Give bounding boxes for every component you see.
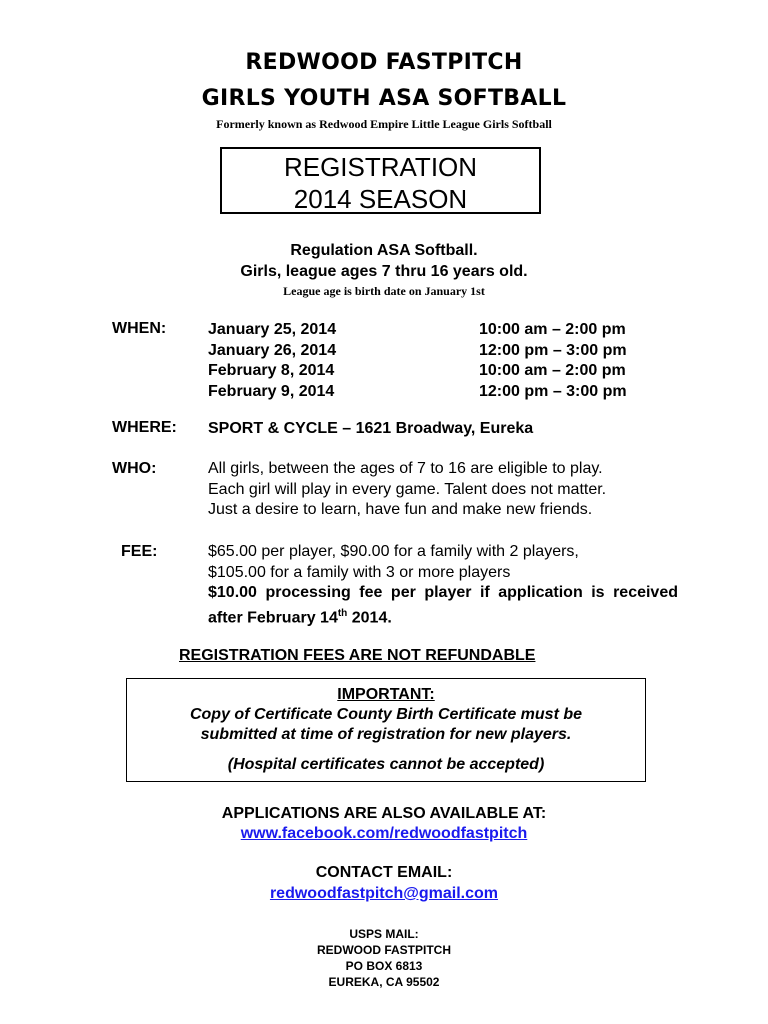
intro-league-age-note: League age is birth date on January 1st [283, 284, 485, 298]
who-text [208, 459, 678, 521]
mail-heading: USPS MAIL: [349, 927, 419, 941]
when-date: February 8, 2014 [208, 362, 335, 379]
important-heading: IMPORTANT: [337, 686, 435, 703]
intro-ages: Girls, league ages 7 thru 16 years old. [240, 263, 528, 280]
applications-heading: APPLICATIONS ARE ALSO AVAILABLE AT: [221, 805, 547, 822]
fee-late-text: $10.00 processing fee per player if application is received after February 14 [208, 584, 678, 626]
facebook-link[interactable]: www.facebook.com/redwoodfastpitch [240, 825, 528, 842]
fee-line-1: $65.00 per player, $90.00 for a family with 2 players, [208, 543, 579, 560]
when-label: WHEN: [112, 320, 167, 337]
registration-box [220, 147, 541, 214]
contact-heading: CONTACT EMAIL: [315, 864, 453, 881]
mail-org: REDWOOD FASTPITCH [317, 943, 451, 957]
important-box [126, 678, 646, 782]
registration-season: 2014 SEASON [293, 184, 468, 214]
who-line: All girls, between the ages of 7 to 16 are eligible to play. [208, 460, 603, 477]
fee-late-processing [208, 583, 678, 628]
fee-late-superscript: th [337, 607, 348, 619]
when-date: January 26, 2014 [208, 342, 337, 359]
when-date: January 25, 2014 [208, 321, 337, 338]
when-time: 10:00 am – 2:00 pm [479, 321, 626, 338]
mail-po-box: PO BOX 6813 [345, 959, 423, 973]
important-line-2: submitted at time of registration for new players. [200, 726, 572, 743]
where-location: SPORT & CYCLE – 1621 Broadway, Eureka [208, 420, 534, 437]
when-date: February 9, 2014 [208, 383, 335, 400]
mail-city: EUREKA, CA 95502 [328, 975, 440, 989]
contact-email-link[interactable]: redwoodfastpitch@gmail.com [269, 885, 499, 902]
when-time: 12:00 pm – 3:00 pm [479, 342, 627, 359]
title-line-2: GIRLS YOUTH ASA SOFTBALL [201, 86, 567, 111]
who-line: Each girl will play in every game. Talent does not matter. [208, 480, 607, 498]
important-line-1: Copy of Certificate County Birth Certificate must be [189, 706, 583, 723]
registration-title: REGISTRATION [283, 152, 478, 182]
fee-late-text-end: 2014. [347, 608, 392, 626]
intro-regulation: Regulation ASA Softball. [290, 242, 478, 259]
not-refundable-notice: REGISTRATION FEES ARE NOT REFUNDABLE [179, 647, 536, 664]
when-time: 10:00 am – 2:00 pm [479, 362, 626, 379]
fee-text [208, 542, 678, 628]
fee-label: FEE: [121, 543, 158, 560]
who-line: Just a desire to learn, have fun and make new friends. [208, 501, 593, 518]
fee-line-2: $105.00 for a family with 3 or more players [208, 563, 511, 581]
when-time: 12:00 pm – 3:00 pm [479, 383, 627, 400]
mail-address-block [0, 926, 768, 990]
where-label: WHERE: [112, 419, 177, 436]
important-line-3: (Hospital certificates cannot be accepted) [227, 756, 545, 773]
who-label: WHO: [112, 460, 157, 477]
formerly-known-note: Formerly known as Redwood Empire Little League Girls Softball [216, 117, 552, 131]
title-line-1: REDWOOD FASTPITCH [245, 50, 523, 75]
